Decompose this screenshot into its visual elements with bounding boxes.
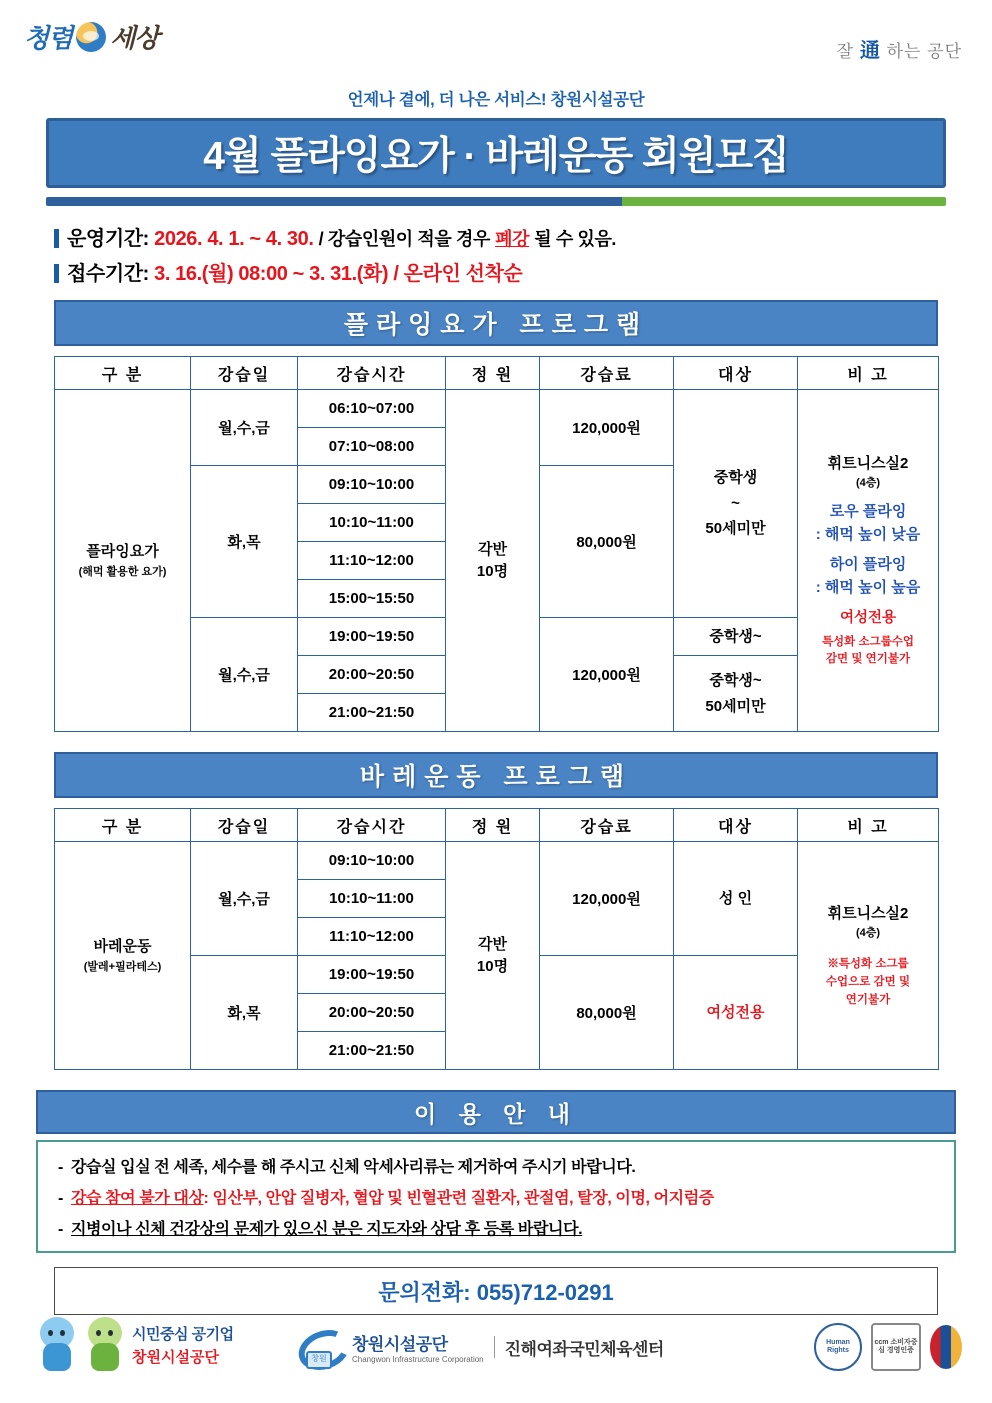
flying-yoga-table [54, 356, 939, 732]
time-cell: 19:00~19:50 [298, 956, 446, 994]
remark-low-line2: : 해먹 높이 낮음 [815, 526, 921, 544]
table-header-row [55, 357, 939, 390]
footer-org-sub: Changwon Infrastructure Corporation [352, 1355, 484, 1364]
footer-slogan-1: 시민중심 공기업 [132, 1326, 234, 1343]
program-name: 플라잉요가 [86, 543, 159, 560]
ccm-badge-icon: ccm 소비자중심 경영인증 [871, 1323, 921, 1371]
time-cell: 19:00~19:50 [298, 618, 446, 656]
target1-line3: 50세미만 [705, 520, 766, 538]
notice-item-1-text: 강습실 입실 전 세족, 세수를 해 주시고 신체 악세사리류는 제거하여 주시기 바랍니다. [70, 1159, 636, 1176]
remark-cell [798, 842, 939, 1070]
target3-line1: 중학생~ [709, 672, 762, 689]
col-fee: 강습료 [540, 809, 674, 842]
remark-note-line1: ※특성화 소그룹 [827, 957, 909, 970]
remark-high-line1: 하이 플라잉 [829, 555, 907, 573]
notice-item-1 [58, 1154, 938, 1177]
page-title: 4월 플라잉요가 · 바레운동 회원모집 [203, 135, 789, 178]
notice-item-2-text: : 임산부, 안압 질병자, 혈압 및 빈혈관련 질환자, 관절염, 탈장, 이명, 어지럼증 [203, 1190, 714, 1207]
day-cell-2: 화,목 [191, 956, 298, 1070]
notice-box [36, 1140, 956, 1253]
program-sub: (해먹 활용한 요가) [78, 565, 167, 578]
logo-emblem-icon [76, 22, 106, 52]
capacity-line1: 각반 [478, 540, 507, 558]
day-cell-3: 월,수,금 [191, 618, 298, 732]
logo-text-left: 청렴 [24, 24, 73, 53]
col-day: 강습일 [191, 357, 298, 390]
remark-floor: (4층) [855, 477, 881, 490]
remark-note-line1: 특성화 소그룹수업 [821, 635, 915, 648]
time-cell: 21:00~21:50 [298, 1032, 446, 1070]
info-line-period [54, 222, 938, 251]
capacity-cell [446, 842, 540, 1070]
footer [0, 1313, 992, 1385]
barre-table [54, 808, 939, 1070]
notice-dash: - [58, 1221, 63, 1238]
notice-item-2 [58, 1185, 938, 1208]
time-cell: 10:10~11:00 [298, 504, 446, 542]
remark-women-only: 여성전용 [839, 610, 897, 627]
slogan-highlight: 通 [859, 40, 881, 62]
poster-title-band [46, 118, 946, 188]
notice-dash: - [58, 1159, 63, 1176]
notice-item-3-text: 지병이나 신체 건강상의 문제가 있으신 분은 지도자와 상담 후 등록 바랍니다. [70, 1221, 583, 1238]
info-block [54, 222, 938, 286]
poster-subtitle: 언제나 곁에, 더 나은 서비스! 창원시설공단 [347, 91, 645, 109]
footer-center [298, 1327, 664, 1367]
section-header-flying-yoga [54, 300, 938, 346]
bullet-bar-icon [54, 229, 59, 248]
target3-line2: 50세미만 [705, 697, 766, 715]
program-name-cell [55, 842, 191, 1070]
remark-low-line1: 로우 플라잉 [829, 503, 907, 521]
flag-badge-icon [930, 1325, 962, 1369]
capacity-line2: 10명 [476, 957, 509, 975]
day-cell-1: 월,수,금 [191, 390, 298, 466]
changwon-logo-icon: 창원 [298, 1327, 342, 1367]
footer-left [36, 1317, 234, 1373]
target-cell-women [674, 956, 798, 1070]
notice-item-2-highlight: 강습 참여 불가 대상 [70, 1190, 204, 1207]
bullet-bar-icon [54, 264, 59, 283]
time-cell: 11:10~12:00 [298, 542, 446, 580]
notice-heading: 이 용 안 내 [413, 1100, 579, 1127]
col-time: 강습시간 [298, 357, 446, 390]
time-cell: 09:10~10:00 [298, 842, 446, 880]
target-cell-adult: 성 인 [674, 842, 798, 956]
notice-header [36, 1090, 956, 1134]
footer-slogan-2: 창원시설공단 [132, 1350, 219, 1366]
target-cell-1 [674, 390, 798, 618]
target-women-only: 여성전용 [706, 1003, 765, 1021]
col-fee: 강습료 [540, 357, 674, 390]
program-name: 바레운동 [93, 938, 152, 955]
fee-cell-2: 80,000원 [540, 956, 674, 1070]
capacity-cell [446, 390, 540, 732]
fee-cell-2: 80,000원 [540, 466, 674, 618]
remark-high-line2: : 해먹 높이 높음 [815, 578, 921, 596]
col-time: 강습시간 [298, 809, 446, 842]
slogan-post: 하는 공단 [886, 42, 962, 61]
col-remark: 비 고 [798, 357, 939, 390]
target-cell-2: 중학생~ [674, 618, 798, 656]
time-cell: 10:10~11:00 [298, 880, 446, 918]
col-day: 강습일 [191, 809, 298, 842]
top-row [0, 0, 992, 86]
program-name-cell [55, 390, 191, 732]
human-rights-badge-icon: Human Rights [814, 1323, 862, 1371]
remark-cell [798, 390, 939, 732]
slogan-right [837, 34, 962, 63]
cheongryeom-logo [24, 18, 158, 55]
fee-cell-1: 120,000원 [540, 390, 674, 466]
period-label: 운영기간: [67, 228, 149, 250]
contact-phone-box[interactable] [54, 1267, 938, 1315]
footer-center-name: 진해여좌국민체육센터 [504, 1339, 664, 1359]
time-cell: 20:00~20:50 [298, 656, 446, 694]
fee-cell-1: 120,000원 [540, 842, 674, 956]
period-cancel-highlight: 폐강 [495, 229, 530, 249]
title-underbar [46, 197, 946, 206]
slogan-pre: 잘 [836, 42, 855, 61]
col-target: 대상 [674, 357, 798, 390]
target1-line2: ~ [731, 494, 740, 512]
time-cell: 11:10~12:00 [298, 918, 446, 956]
period-tail: 될 수 있음. [534, 229, 617, 249]
logo-text-right: 세상 [110, 24, 159, 53]
col-remark: 비 고 [798, 809, 939, 842]
contact-phone: 문의전화: 055)712-0291 [378, 1279, 614, 1305]
capacity-line2: 10명 [476, 562, 509, 580]
time-cell: 06:10~07:00 [298, 390, 446, 428]
remark-note-line2: 감면 및 연기불가 [825, 653, 911, 666]
remark-room: 휘트니스실2 [827, 904, 909, 922]
remark-note-line3: 연기불가 [845, 993, 891, 1006]
notice-dash: - [58, 1190, 63, 1207]
period-mid: / 강습인원이 적을 경우 [318, 229, 490, 249]
time-cell: 07:10~08:00 [298, 428, 446, 466]
reception-label: 접수기간: [67, 263, 149, 285]
mascot-blue-icon [36, 1317, 78, 1373]
col-capacity: 정 원 [446, 357, 540, 390]
time-cell: 20:00~20:50 [298, 994, 446, 1032]
mascot-green-icon [84, 1317, 126, 1373]
capacity-line1: 각반 [478, 935, 507, 953]
col-division: 구 분 [55, 809, 191, 842]
section2-heading: 바레운동 프로그램 [359, 763, 633, 791]
time-cell: 15:00~15:50 [298, 580, 446, 618]
col-division: 구 분 [55, 357, 191, 390]
footer-right [814, 1323, 962, 1371]
remark-note-line2: 수업으로 감면 및 [825, 975, 911, 988]
remark-room: 휘트니스실2 [827, 454, 909, 472]
period-date: 2026. 4. 1. ~ 4. 30. [154, 228, 314, 250]
time-cell: 09:10~10:00 [298, 466, 446, 504]
col-target: 대상 [674, 809, 798, 842]
section1-heading: 플라잉요가 프로그램 [343, 311, 649, 339]
target-cell-3 [674, 656, 798, 732]
reception-value: 3. 16.(월) 08:00 ~ 3. 31.(화) / 온라인 선착순 [154, 263, 523, 285]
remark-floor: (4층) [855, 926, 881, 939]
day-cell-1: 월,수,금 [191, 842, 298, 956]
day-cell-2: 화,목 [191, 466, 298, 618]
col-capacity: 정 원 [446, 809, 540, 842]
footer-divider [494, 1336, 495, 1358]
table-row [55, 390, 939, 428]
target1-line1: 중학생 [713, 469, 758, 487]
table-row [55, 842, 939, 880]
program-sub: (발레+필라테스) [83, 960, 162, 973]
table-header-row [55, 809, 939, 842]
section-header-barre [54, 752, 938, 798]
fee-cell-3: 120,000원 [540, 618, 674, 732]
info-line-reception [54, 257, 938, 286]
time-cell: 21:00~21:50 [298, 694, 446, 732]
footer-org-name: 창원시설공단 [352, 1335, 448, 1354]
notice-item-3 [58, 1216, 938, 1239]
